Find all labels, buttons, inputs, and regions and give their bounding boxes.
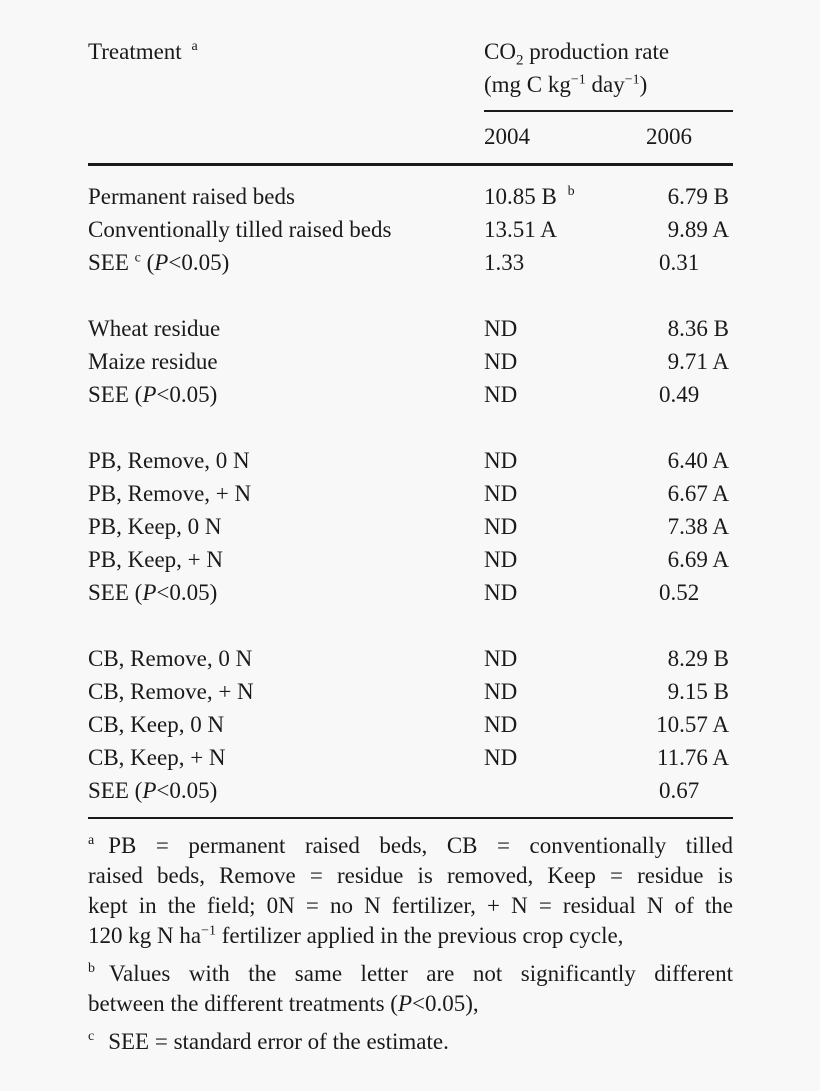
- year-2004-header: 2004: [484, 124, 530, 149]
- table-cell-2006: 6.79 B: [667, 184, 729, 209]
- footnote-c: [88, 1027, 733, 1057]
- table-cell-2004: ND: [484, 580, 518, 605]
- table-row-label: Permanent raised beds: [88, 184, 295, 209]
- footnote-c-marker: c: [88, 1029, 95, 1045]
- table-cell-2006: 9.15 B: [667, 679, 729, 704]
- table-cell-2004: ND: [484, 712, 518, 737]
- table-cell-2006: 0.49: [659, 382, 700, 407]
- see-label: SEE (: [88, 382, 143, 407]
- table-cell-2004: ND: [484, 448, 518, 473]
- table-cell-2004: ND: [484, 646, 518, 671]
- table-row-label: CB, Remove, + N: [88, 679, 254, 704]
- footnote-b-line1: [88, 959, 733, 989]
- header-subrule: [484, 110, 733, 112]
- footnote-b-line2-pre: between the different treatments (: [88, 991, 398, 1016]
- table-cell-2006: 11.76 A: [657, 745, 729, 770]
- table-cell-2004: ND: [484, 514, 518, 539]
- p-threshold: <0.05): [168, 250, 230, 275]
- units-open: (mg C kg: [484, 72, 571, 97]
- footnote-a-exp: −1: [201, 923, 216, 939]
- units-exp2: −1: [624, 72, 640, 88]
- p-italic: P: [154, 250, 169, 275]
- footnote-marker-b: b: [567, 184, 575, 200]
- table-row-label: CB, Keep, + N: [88, 745, 226, 770]
- table-cell-2004: ND: [484, 316, 518, 341]
- see-label: SEE (: [88, 778, 143, 803]
- treatment-label: Treatment: [88, 39, 182, 64]
- co2-suffix: production rate: [523, 39, 670, 64]
- table-cell-2006: 0.52: [659, 580, 700, 605]
- footnote-b-marker: b: [88, 961, 95, 977]
- footnote-marker-c: c: [134, 250, 141, 266]
- value-2004: 10.85 B: [484, 184, 557, 209]
- p-threshold: <0.05): [156, 382, 218, 407]
- table-cell-2006: 0.67: [659, 778, 700, 803]
- table-cell-2004: ND: [484, 547, 518, 572]
- table-row-label: Conventionally tilled raised beds: [88, 217, 392, 242]
- units-exp1: −1: [570, 72, 586, 88]
- table-cell-2004: [484, 184, 575, 210]
- table-cell-2006: 10.57 A: [656, 712, 729, 737]
- footnote-a: [88, 831, 733, 951]
- units-mid: day: [585, 72, 625, 97]
- footnote-b: [88, 959, 733, 1019]
- table-cell-2004: ND: [484, 481, 518, 506]
- table-row-label: [88, 580, 217, 606]
- footnote-b-text1: Values with the same letter are not significantly different: [109, 961, 733, 986]
- table-row-label: [88, 382, 217, 408]
- table-cell-2006: 9.71 A: [667, 349, 729, 374]
- footnote-c-text: SEE = standard error of the estimate.: [108, 1029, 449, 1054]
- table-row-label: PB, Keep, + N: [88, 547, 223, 572]
- table-cell-2004: ND: [484, 349, 518, 374]
- table-cell-2006: 9.89 A: [667, 217, 729, 242]
- table-cell-2004: 1.33: [484, 250, 525, 275]
- p-threshold: <0.05): [156, 580, 218, 605]
- footnote-c-line1: [88, 1027, 733, 1057]
- see-label: SEE: [88, 250, 129, 275]
- table-cell-2004: ND: [484, 745, 518, 770]
- table-cell-2006: 8.36 B: [667, 316, 729, 341]
- footnote-a-line2: raised beds, Remove = residue is removed, Keep = residue is: [88, 863, 733, 888]
- table-cell-2006: 6.67 A: [667, 481, 729, 506]
- table-row-label: CB, Remove, 0 N: [88, 646, 253, 671]
- co2-subscript: 2: [515, 52, 524, 69]
- table-row-label: PB, Keep, 0 N: [88, 514, 222, 539]
- footnote-a-marker: a: [88, 833, 95, 849]
- footnote-a-text1: PB = permanent raised beds, CB = conventionally tilled: [108, 833, 733, 858]
- column-header-units: [484, 72, 647, 98]
- footnote-a-line3: kept in the field; 0N = no N fertilizer, + N = residual N of the: [88, 893, 733, 918]
- column-header-co2: [484, 39, 670, 69]
- footnote-b-line2-post: <0.05),: [412, 991, 479, 1016]
- table-cell-2006: 7.38 A: [667, 514, 729, 539]
- co2-prefix: CO: [484, 39, 516, 64]
- p-italic: P: [142, 778, 157, 803]
- bottom-rule: [88, 817, 733, 819]
- column-header-treatment: [88, 39, 198, 65]
- p-italic: P: [142, 382, 157, 407]
- p-italic: P: [142, 580, 157, 605]
- units-close: ): [639, 72, 648, 97]
- footnote-a-line4-pre: 120 kg N ha: [88, 923, 202, 948]
- p-italic: P: [397, 991, 413, 1016]
- table-cell-2004: ND: [484, 382, 518, 407]
- table-row-label: Wheat residue: [88, 316, 221, 341]
- footnote-b-line2: [88, 989, 733, 1019]
- footnote-a-line1: [88, 831, 733, 861]
- table-cell-2006: 0.31: [659, 250, 700, 275]
- table-row-label: CB, Keep, 0 N: [88, 712, 225, 737]
- table-row-label: SEE $^c$ (P<0.05): [88, 250, 230, 275]
- table-row-label: [88, 778, 217, 804]
- table-row-label: Maize residue: [88, 349, 218, 374]
- header-rule: [88, 163, 733, 166]
- table-row-label: PB, Remove, + N: [88, 481, 252, 506]
- table-cell-2006: 8.29 B: [667, 646, 729, 671]
- year-2006-header: 2006: [646, 124, 692, 149]
- footnote-marker-a: a: [191, 39, 198, 55]
- table-cell-2004: 13.51 A: [484, 217, 557, 242]
- table-cell-2006: 6.69 A: [667, 547, 729, 572]
- table-row-label: PB, Remove, 0 N: [88, 448, 250, 473]
- table-cell-2004: ND: [484, 679, 518, 704]
- see-label: SEE (: [88, 580, 143, 605]
- footnote-a-line4-post: fertilizer applied in the previous crop cycle,: [215, 923, 624, 948]
- p-threshold: <0.05): [156, 778, 218, 803]
- table-cell-2006: 6.40 A: [667, 448, 729, 473]
- footnote-a-line4: [88, 921, 733, 951]
